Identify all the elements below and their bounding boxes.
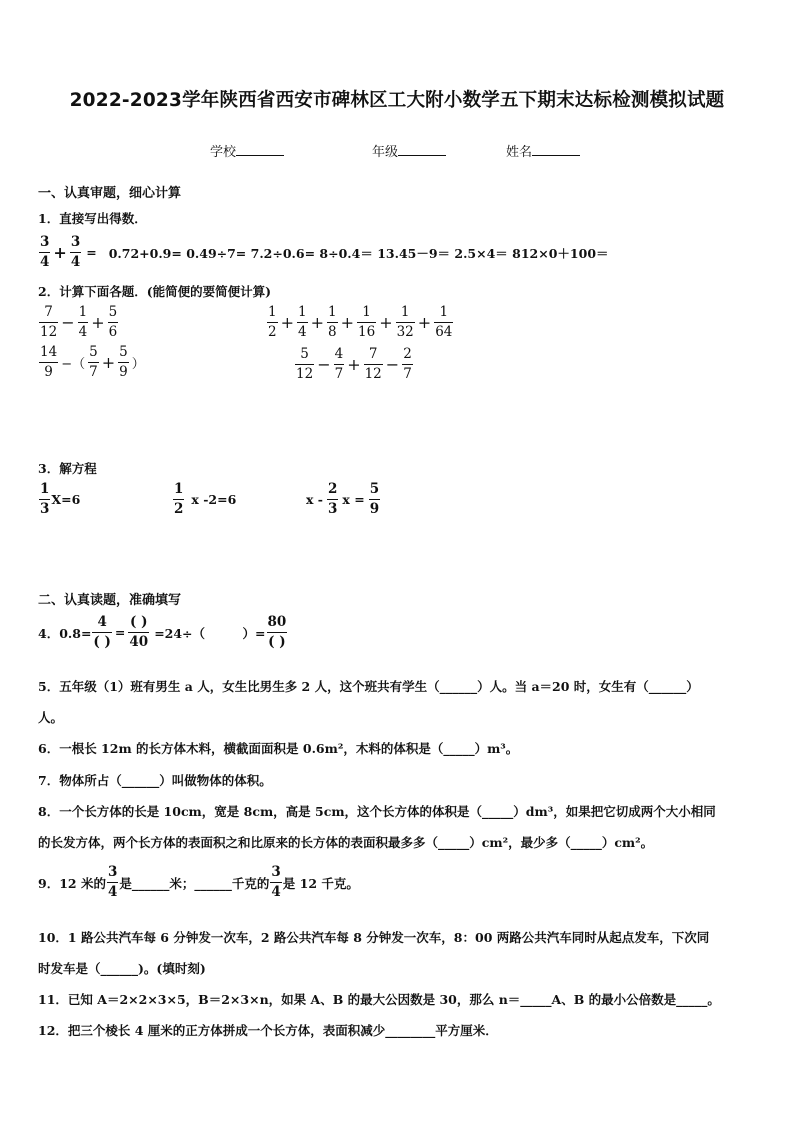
q6: 6．一根长 12m 的长方体木料，横截面面积是 0.6m²，木料的体积是（_____）m³。 bbox=[38, 741, 519, 756]
operator: + bbox=[379, 313, 393, 332]
fraction: $\frac{5}{6}$ bbox=[108, 304, 118, 340]
q2-expr-1 bbox=[38, 306, 119, 339]
fraction: $\frac{( )}{40}$ bbox=[129, 614, 149, 650]
page-title: 2022-2023学年陕西省西安市碑林区工大附小数学五下期末达标检测模拟试题 bbox=[69, 90, 725, 111]
q10-line1: 10．1 路公共汽车每 6 分钟发一次车，2 路公共汽车每 8 分钟发一次车，8：00 两路公共汽车同时从起点发车，下次同 bbox=[38, 930, 710, 945]
operator: ） bbox=[131, 357, 145, 372]
fraction: $\frac{2}{3}$ bbox=[328, 481, 338, 517]
name-blank[interactable] bbox=[532, 144, 580, 156]
q8-line2: 的长发方体，两个长方体的表面积之和比原来的长方体的表面积最多多（_____）cm²，最少多（_____）cm²。 bbox=[38, 835, 654, 850]
q2-expr-3 bbox=[38, 346, 147, 379]
fraction: $\frac{3}{4}$ bbox=[107, 864, 118, 900]
fraction: $\frac{1}{16}$ bbox=[358, 304, 376, 340]
q1-label: 1．直接写出得数． bbox=[38, 211, 147, 226]
q2-expr-2 bbox=[266, 306, 454, 339]
name-label: 姓名 bbox=[506, 145, 533, 160]
fraction: $\frac{1}{2}$ bbox=[174, 481, 184, 517]
fraction: $\frac{1}{32}$ bbox=[396, 304, 414, 340]
grade-label: 年级 bbox=[372, 145, 399, 160]
operator: + bbox=[347, 355, 361, 374]
operator: − bbox=[317, 355, 331, 374]
school-label: 学校 bbox=[210, 145, 237, 160]
fraction: $\frac{5}{7}$ bbox=[89, 344, 98, 380]
q3-label: 3．解方程 bbox=[38, 461, 97, 476]
q4-head: 4．0.8= bbox=[38, 625, 92, 641]
q3-equation-3 bbox=[306, 483, 381, 516]
equation-text: x -2=6 bbox=[191, 492, 237, 507]
operator: + bbox=[417, 313, 432, 332]
q1-plus: + bbox=[53, 243, 67, 262]
q9-text-b: 是______米；______千克的 bbox=[119, 875, 270, 891]
q3-equation-1 bbox=[38, 483, 80, 516]
fraction: $\frac{4}{( )}$ bbox=[93, 614, 111, 650]
operator: + bbox=[280, 313, 294, 332]
section2-heading: 二、认真读题，准确填写 bbox=[38, 593, 182, 608]
q2-label: 2．计算下面各题．(能简便的要简便计算) bbox=[38, 284, 272, 299]
q12: 12．把三个棱长 4 厘米的正方体拼成一个长方体，表面积减少________平方厘米． bbox=[38, 1023, 498, 1038]
q11: 11．已知 A＝2×2×3×5，B＝2×3×n，如果 A、B 的最大公因数是 30，那么 n＝_____A、B 的最小公倍数是_____。 bbox=[38, 992, 720, 1007]
fraction: $\frac{7}{12}$ bbox=[364, 346, 382, 382]
school-field[interactable] bbox=[210, 141, 284, 160]
fraction: $\frac{2}{7}$ bbox=[403, 346, 412, 382]
operator: + bbox=[310, 313, 324, 332]
equation-text: X=6 bbox=[51, 492, 81, 507]
fraction: $\frac{4}{7}$ bbox=[334, 346, 344, 382]
operator: − bbox=[385, 355, 400, 374]
fraction: $\frac{80}{( )}$ bbox=[267, 614, 287, 650]
operator: + bbox=[91, 313, 105, 332]
fraction: $\frac{3}{4}$ bbox=[271, 864, 281, 900]
grade-blank[interactable] bbox=[398, 144, 446, 156]
fraction: $\frac{1}{64}$ bbox=[435, 304, 453, 340]
fraction: $\frac{1}{4}$ bbox=[78, 304, 88, 340]
fraction: $\frac{1}{3}$ bbox=[40, 481, 50, 517]
fraction: $\frac{1}{2}$ bbox=[268, 304, 277, 340]
fraction: $\frac{5}{9}$ bbox=[119, 344, 128, 380]
q2-expr-4 bbox=[294, 348, 414, 381]
fraction: $\frac{7}{12}$ bbox=[40, 304, 58, 340]
q5-line1: 5．五年级（1）班有男生 a 人，女生比男生多 2 人，这个班共有学生（______）人。当 a＝20 时，女生有（______） bbox=[38, 679, 699, 694]
q4-mid: =24÷（ ）= bbox=[154, 625, 266, 641]
q1-fraction-2: $\frac{3}{4}$ bbox=[70, 234, 81, 270]
fraction: $\frac{1}{8}$ bbox=[328, 304, 337, 340]
equation-text: x = bbox=[342, 492, 365, 507]
operator: −（ bbox=[61, 357, 86, 372]
q1-fraction-1: $\frac{3}{4}$ bbox=[40, 234, 50, 270]
q1-rest: 0.72+0.9= 0.49÷7= 7.2÷0.6= 8÷0.4＝ 13.45－9＝ 2.5×4＝ 812×0＋100＝ bbox=[108, 245, 609, 261]
q9 bbox=[38, 866, 359, 899]
q10-line2: 时发车是（______)。(填时刻) bbox=[38, 961, 206, 976]
q9-text-a: 9．12 米的 bbox=[38, 875, 106, 891]
operator: + bbox=[340, 313, 354, 332]
q5-line2: 人。 bbox=[38, 710, 64, 725]
q1-equals: = bbox=[86, 245, 97, 260]
fraction: $\frac{5}{9}$ bbox=[369, 481, 380, 517]
equation-text: x - bbox=[306, 492, 323, 507]
q4-equals: = bbox=[114, 625, 126, 640]
section1-heading: 一、认真审题，细心计算 bbox=[38, 186, 182, 201]
q4 bbox=[38, 616, 288, 649]
fraction: $\frac{5}{12}$ bbox=[296, 346, 314, 382]
operator: + bbox=[101, 353, 116, 372]
grade-field[interactable] bbox=[372, 141, 446, 160]
q1-expressions bbox=[38, 236, 609, 269]
fraction: $\frac{1}{4}$ bbox=[298, 304, 307, 340]
school-blank[interactable] bbox=[236, 144, 284, 156]
q7: 7．物体所占（______）叫做物体的体积。 bbox=[38, 773, 272, 788]
fraction: $\frac{14}{9}$ bbox=[40, 344, 58, 380]
q9-text-c: 是 12 千克。 bbox=[282, 875, 359, 891]
operator: − bbox=[61, 313, 75, 332]
q3-equation-2 bbox=[172, 483, 236, 516]
q8-line1: 8．一个长方体的长是 10cm，宽是 8cm，高是 5cm，这个长方体的体积是（_____）dm³，如果把它切成两个大小相同 bbox=[38, 804, 716, 819]
name-field[interactable] bbox=[506, 141, 580, 160]
